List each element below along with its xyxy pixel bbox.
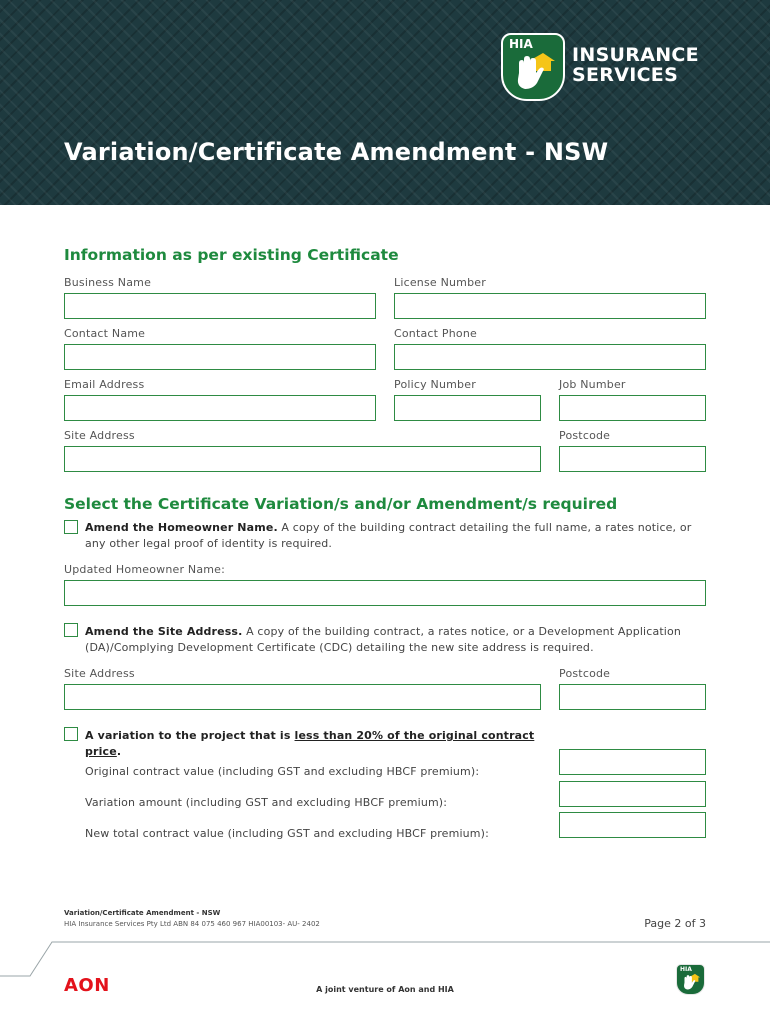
logo-line2: SERVICES bbox=[572, 64, 679, 86]
new-total-contract-value-label: New total contract value (including GST and excluding HBCF premium): bbox=[85, 827, 489, 840]
contact-phone-label: Contact Phone bbox=[394, 327, 477, 340]
section-heading-existing: Information as per existing Certificate bbox=[64, 246, 399, 264]
logo-wordmark bbox=[572, 45, 699, 85]
page-number: Page 2 of 3 bbox=[644, 917, 706, 930]
variation-text-underlined: less than 20% of the original contract price bbox=[85, 729, 535, 758]
amend-homeowner-text bbox=[85, 520, 700, 552]
amend-site-address-desc: A copy of the building contract, a rates notice, or a Development Application (DA)/Complying Development Certificate (CDC) detailing the new site address is required. bbox=[85, 625, 682, 654]
section-heading-variations: Select the Certificate Variation/s and/or Amendment/s required bbox=[64, 495, 618, 513]
logo-badge-text: HIA bbox=[509, 37, 533, 51]
hia-shield-logo bbox=[501, 33, 565, 101]
amend-site-address-checkbox[interactable] bbox=[64, 623, 78, 637]
original-contract-value-field[interactable] bbox=[559, 749, 706, 775]
site-address-label: Site Address bbox=[64, 429, 135, 442]
footer-divider-line bbox=[0, 930, 770, 980]
amend-homeowner-title: Amend the Homeowner Name. bbox=[85, 521, 278, 534]
business-name-field[interactable] bbox=[64, 293, 376, 319]
logo-line1: INSURANCE bbox=[572, 44, 699, 66]
new-site-address-field[interactable] bbox=[64, 684, 541, 710]
postcode-field[interactable] bbox=[559, 446, 706, 472]
amend-homeowner-checkbox[interactable] bbox=[64, 520, 78, 534]
contact-name-field[interactable] bbox=[64, 344, 376, 370]
contact-phone-field[interactable] bbox=[394, 344, 706, 370]
email-address-label: Email Address bbox=[64, 378, 145, 391]
footer-doc-title: Variation/Certificate Amendment - NSW bbox=[64, 909, 221, 917]
new-site-address-label: Site Address bbox=[64, 667, 135, 680]
amend-site-address-title: Amend the Site Address. bbox=[85, 625, 243, 638]
aon-logo: AON bbox=[64, 975, 110, 996]
updated-homeowner-field[interactable] bbox=[64, 580, 706, 606]
page-title: Variation/Certificate Amendment - NSW bbox=[64, 138, 609, 166]
policy-number-label: Policy Number bbox=[394, 378, 476, 391]
updated-homeowner-label: Updated Homeowner Name: bbox=[64, 563, 226, 576]
new-total-contract-value-field[interactable] bbox=[559, 812, 706, 838]
license-number-field[interactable] bbox=[394, 293, 706, 319]
footer-company-line: HIA Insurance Services Pty Ltd ABN 84 075 460 967 HIA00103- AU- 2402 bbox=[64, 920, 320, 928]
new-postcode-label: Postcode bbox=[559, 667, 611, 680]
variation-amount-field[interactable] bbox=[559, 781, 706, 807]
policy-number-field[interactable] bbox=[394, 395, 541, 421]
joint-venture-text: A joint venture of Aon and HIA bbox=[316, 985, 454, 994]
amend-homeowner-desc: A copy of the building contract detailing the full name, a rates notice, or any other legal proof of identity is required. bbox=[85, 521, 692, 550]
page-header bbox=[0, 0, 770, 205]
hand-house-icon bbox=[511, 51, 557, 97]
job-number-label: Job Number bbox=[559, 378, 626, 391]
business-name-label: Business Name bbox=[64, 276, 152, 289]
site-address-field[interactable] bbox=[64, 446, 541, 472]
license-number-label: License Number bbox=[394, 276, 486, 289]
mini-badge-text: HIA bbox=[680, 966, 692, 973]
email-address-field[interactable] bbox=[64, 395, 376, 421]
variation-checkbox[interactable] bbox=[64, 727, 78, 741]
mini-hand-icon bbox=[681, 973, 701, 993]
new-postcode-field[interactable] bbox=[559, 684, 706, 710]
variation-text-a: A variation to the project that is bbox=[85, 729, 295, 742]
hia-mini-logo bbox=[676, 964, 705, 995]
variation-text-b: . bbox=[116, 745, 122, 758]
variation-amount-label: Variation amount (including GST and excluding HBCF premium): bbox=[85, 796, 448, 809]
contact-name-label: Contact Name bbox=[64, 327, 146, 340]
postcode-label: Postcode bbox=[559, 429, 611, 442]
original-contract-value-label: Original contract value (including GST and excluding HBCF premium): bbox=[85, 765, 480, 778]
amend-site-address-text bbox=[85, 624, 700, 656]
variation-text bbox=[85, 728, 565, 760]
job-number-field[interactable] bbox=[559, 395, 706, 421]
